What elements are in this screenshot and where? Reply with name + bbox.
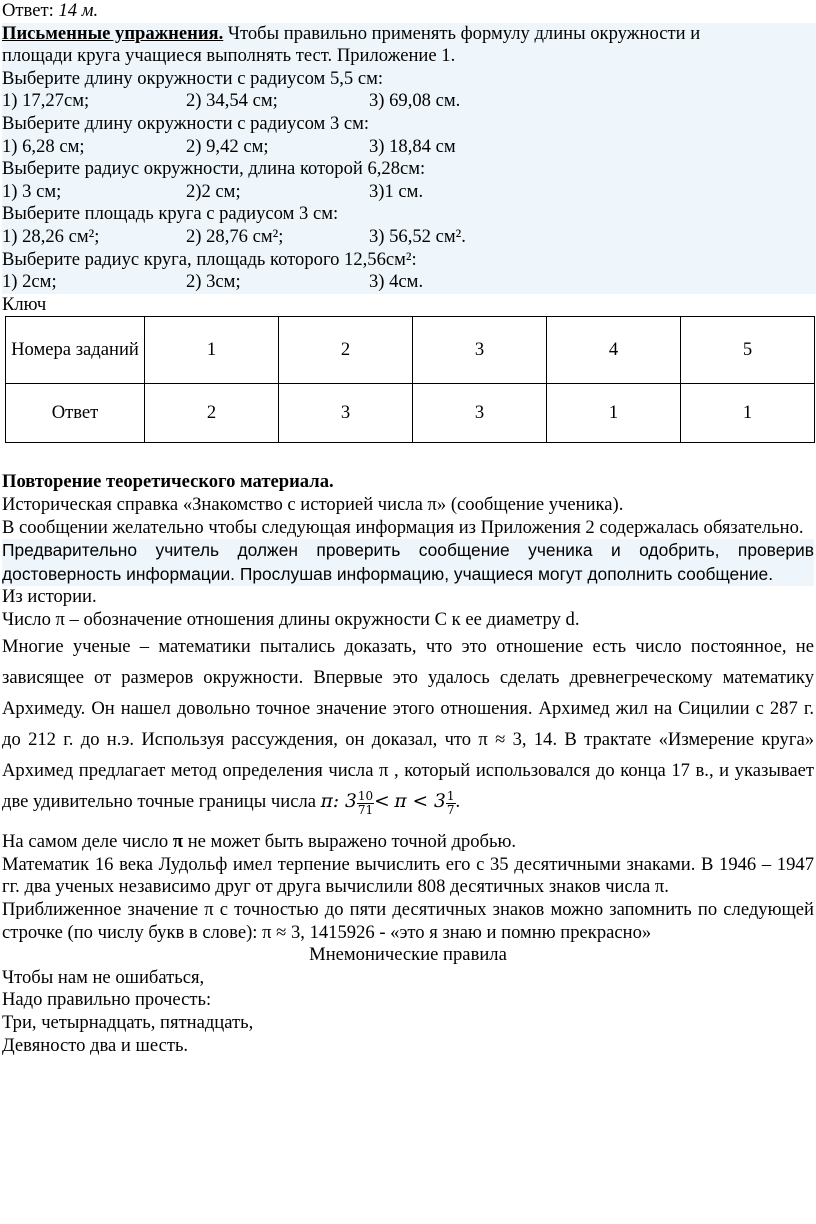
question-5: Выберите радиус круга, площадь которого 12,56см²:: [2, 248, 417, 270]
question-5-options: 1) 2см; 2) 3см; 3) 4см.: [2, 271, 424, 293]
theory-paragraph-4: Из истории.: [2, 586, 97, 608]
fraction-1-7: $\frac{1}{7}$: [446, 788, 455, 817]
poem-line: Три, четырнадцать, пятнадцать,: [2, 1012, 254, 1034]
question-2-options: 1) 6,28 см; 2) 9,42 см; 3) 18,84 см: [2, 135, 456, 157]
answer-line: [2, 0, 816, 23]
question-4: Выберите площадь круга с радиусом 3 см:: [2, 203, 339, 225]
question-3-options: 1) 3 см; 2)2 см; 3)1 см.: [2, 180, 424, 202]
theory-paragraph-9: Приближенное значение π с точностью до пяти десятичных знаков можно запомнить по следующей строчке (по числу букв в слове): π ≈ 3, 1415926 - «это я знаю и помню прекрасно»: [2, 899, 814, 943]
question-4-options: 1) 28,26 см²; 2) 28,76 см²; 3) 56,52 см².: [2, 225, 466, 247]
table-row: [6, 384, 815, 443]
answer-label: Ответ:: [2, 0, 54, 21]
written-intro-line-2: площади круга учащиеся выполнять тест. Приложение 1.: [2, 45, 456, 67]
question-3: Выберите радиус окружности, длина которой 6,28см:: [2, 158, 426, 180]
written-intro-line-1: Письменные упражнения. Чтобы правильно применять формулу длины окружности и: [2, 22, 701, 44]
poem-line: Чтобы нам не ошибаться,: [2, 966, 205, 988]
fraction-10-71: $\frac{10}{71}$: [357, 788, 374, 817]
table-header-cell: Ответ: [6, 384, 145, 443]
table-cell: 4: [547, 317, 681, 384]
table-header-cell: Номера заданий: [6, 317, 145, 384]
theory-paragraph-3: Предварительно учитель должен проверить сообщение ученика и одобрить, проверив достоверность информации. Прослушав информацию, учащиеся могут дополнить сообщение.: [2, 539, 814, 586]
theory-paragraph-2: В сообщении желательно чтобы следующая информация из Приложения 2 содержалась обязательно.: [2, 516, 804, 538]
written-title: Письменные упражнения.: [2, 22, 224, 44]
theory-paragraph-5: Число π – обозначение отношения длины окружности C к ее диаметру d.: [2, 608, 580, 630]
mnemonic-title: Мнемонические правила: [309, 944, 507, 966]
table-cell: 5: [681, 317, 815, 384]
answer-value: 14 м.: [58, 0, 99, 21]
table-cell: 2: [279, 317, 413, 384]
theory-paragraph-8: Математик 16 века Лудольф имел терпение вычислить его с 35 десятичными знаками. В 1946 – 1947 гг. два ученых независимо друг от друга вычислили 808 десятичных знаков числа π.: [2, 853, 814, 898]
table-cell: 2: [145, 384, 279, 443]
table-cell: 1: [681, 384, 815, 443]
spacer: [2, 443, 816, 471]
spacer: [2, 817, 816, 831]
theory-title: Повторение теоретического материала.: [2, 471, 334, 493]
theory-paragraph-7: На самом деле число π не может быть выражено точной дробью.: [2, 831, 516, 853]
table-cell: 1: [547, 384, 681, 443]
written-exercises-block: [2, 23, 816, 294]
theory-paragraph-6: Многие ученые – математики пытались доказать, что это отношение есть число постоянное, не зависящее от размеров окружности. Впервые это удалось сделать древнегреческому математику Архимеду. Он нашел довольно точное значение этого отношения. Архимед жил на Сицилии с 287 г. до 212 г. до н.э. Используя рассуждения, он доказал, что π ≈ 3, 14. В трактате «Измерение круга» Архимед предлагает метод определения числа π , который использовался до конца 17 в., и указывает две удивительно точные границы числа π: 3 $\frac{10}{71}$ < π < 3 $\frac{1}{7}$ .: [2, 636, 814, 817]
question-2: Выберите длину окружности с радиусом 3 см:: [2, 112, 370, 134]
poem-line: Надо правильно прочесть:: [2, 989, 212, 1011]
table-row: [6, 317, 815, 384]
key-label: Ключ: [2, 293, 47, 315]
question-1-options: 1) 17,27см; 2) 34,54 см; 3) 69,08 см.: [2, 90, 461, 112]
table-cell: 1: [145, 317, 279, 384]
theory-paragraph-1: Историческая справка «Знакомство с историей числа π» (сообщение ученика).: [2, 493, 624, 515]
answer-key-table: [5, 316, 815, 443]
table-cell: 3: [413, 317, 547, 384]
question-1: Выберите длину окружности с радиусом 5,5 см:: [2, 67, 384, 89]
table-cell: 3: [279, 384, 413, 443]
table-cell: 3: [413, 384, 547, 443]
poem-line: Девяносто два и шесть.: [2, 1034, 189, 1056]
